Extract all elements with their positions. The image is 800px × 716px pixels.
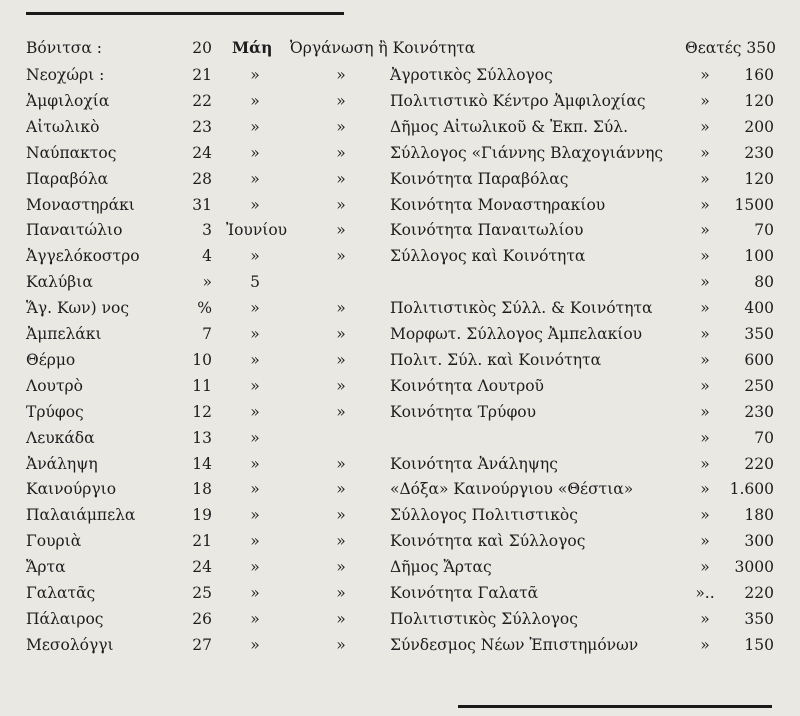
count-ditto-cell: » (700, 221, 710, 240)
spectators-cell: 220 (744, 584, 774, 602)
day-cell: 26 (192, 609, 212, 628)
organization-cell: Κοινότητα Λουτροῦ (390, 376, 544, 395)
ditto-cell: » (336, 609, 346, 628)
bottom-rule (458, 705, 772, 708)
day-cell: 18 (192, 480, 212, 499)
organization-cell: Πολιτιστικὸς Σύλλογος (390, 609, 578, 628)
day-cell: 23 (192, 117, 212, 136)
ditto-cell: » (336, 169, 346, 188)
day-cell: 24 (192, 143, 212, 162)
count-ditto-cell: » (700, 143, 710, 162)
place-cell: Γαλατᾶς (26, 584, 96, 602)
month-cell: » (250, 91, 260, 110)
table-row (0, 451, 800, 477)
day-cell: 4 (202, 247, 212, 266)
place-cell: Παραβόλα (26, 169, 109, 188)
month-cell: » (250, 609, 260, 628)
table-row (0, 321, 800, 347)
organization-cell: Κοινότητα Ἀνάληψης (390, 454, 558, 473)
spectators-cell: 230 (744, 143, 774, 162)
count-ditto-cell: » (700, 66, 710, 84)
table-row (0, 399, 800, 425)
day-cell: 21 (192, 532, 212, 551)
place-cell: Μεσολόγγι (26, 635, 114, 654)
day-cell: 3 (202, 221, 212, 240)
month-cell: » (250, 480, 260, 499)
count-ditto-cell: » (700, 609, 710, 628)
spectators-cell: 300 (744, 532, 774, 551)
day-cell: 12 (192, 402, 212, 421)
place-cell: Πάλαιρος (26, 609, 104, 628)
table-row (0, 554, 800, 580)
organization-cell: Κοινότητα Παναιτωλίου (390, 221, 584, 240)
spectators-cell: 220 (744, 454, 774, 473)
table-row (0, 632, 800, 658)
place-cell: Ἀγγελόκοστρο (26, 247, 140, 266)
count-ditto-cell: ».. (695, 584, 715, 602)
table-row (0, 347, 800, 373)
place-cell: Λουτρὸ (26, 376, 83, 395)
ditto-cell: » (336, 558, 346, 577)
count-ditto-cell: » (700, 247, 710, 266)
month-cell: » (250, 299, 260, 318)
header-month: Μάη (232, 38, 273, 57)
ditto-cell: » (336, 376, 346, 395)
table-row (0, 217, 800, 243)
header-row (0, 35, 800, 61)
spectators-cell: 400 (744, 299, 774, 318)
ditto-cell: » (336, 506, 346, 525)
ditto-cell: » (336, 247, 346, 266)
table-row (0, 140, 800, 166)
count-ditto-cell: » (700, 91, 710, 110)
organization-cell: Κοινότητα Τρύφου (390, 402, 537, 421)
place-cell: Ἄρτα (26, 558, 66, 577)
header-column-title: Ὀργάνωση ἢ Κοινότητα (290, 39, 476, 57)
place-cell: Μοναστηράκι (26, 195, 135, 214)
spectators-cell: 120 (744, 91, 774, 110)
month-cell: » (250, 143, 260, 162)
table-row (0, 114, 800, 140)
organization-cell: Κοινότητα Μοναστηρακίου (390, 195, 606, 214)
header-count-label: Θεατές 350 (684, 39, 776, 57)
spectators-cell: 230 (744, 402, 774, 421)
count-ditto-cell: » (700, 635, 710, 654)
spectators-cell: 250 (744, 376, 774, 395)
spectators-cell: 80 (754, 273, 774, 292)
day-cell: 27 (192, 635, 212, 654)
spectators-cell: 100 (744, 247, 774, 266)
organization-cell: Δῆμος Ἄρτας (390, 558, 492, 577)
ditto-cell: » (336, 350, 346, 369)
count-ditto-cell: » (700, 480, 710, 499)
spectators-cell: 350 (744, 609, 774, 628)
count-ditto-cell: » (700, 376, 710, 395)
place-cell: Καινούργιο (26, 480, 117, 499)
day-cell: 10 (192, 350, 212, 369)
day-cell: 25 (192, 584, 212, 602)
table-row (0, 166, 800, 192)
count-ditto-cell: » (700, 454, 710, 473)
organization-cell: Πολιτ. Σύλ. καὶ Κοινότητα (390, 350, 602, 369)
month-cell: » (250, 376, 260, 395)
spectators-cell: 350 (744, 325, 774, 343)
day-cell: % (197, 299, 212, 318)
day-cell: 21 (192, 66, 212, 84)
day-cell: 11 (192, 376, 212, 395)
table-row (0, 425, 800, 451)
table-row (0, 295, 800, 321)
spectators-cell: 180 (744, 506, 774, 525)
month-cell: » (250, 350, 260, 369)
organization-cell: Σύνδεσμος Νέων Ἐπιστημόνων (390, 635, 639, 654)
day-cell: 24 (192, 558, 212, 577)
place-cell: Ναύπακτος (26, 143, 117, 162)
month-cell: 5 (250, 273, 260, 292)
day-cell: 28 (192, 169, 212, 188)
ditto-cell: » (336, 584, 346, 602)
table-row (0, 192, 800, 218)
ditto-cell: » (336, 480, 346, 499)
spectators-cell: 1.600 (729, 480, 774, 499)
table-row (0, 269, 800, 295)
place-cell: Παλαιάμπελα (26, 506, 136, 525)
organization-cell: Πολιτιστικὸ Κέντρο Ἀμφιλοχίας (390, 91, 646, 110)
month-cell: » (250, 454, 260, 473)
month-cell: » (250, 506, 260, 525)
place-cell: Λευκάδα (26, 428, 95, 447)
table-row (0, 502, 800, 528)
month-cell: » (250, 66, 260, 84)
month-cell: » (250, 532, 260, 551)
count-ditto-cell: » (700, 325, 710, 343)
ditto-cell: » (336, 325, 346, 343)
count-ditto-cell: » (700, 117, 710, 136)
spectators-cell: 70 (754, 428, 774, 447)
spectators-cell: 1500 (734, 195, 774, 214)
count-ditto-cell: » (700, 273, 710, 292)
organization-cell: Κοινότητα καὶ Σύλλογος (390, 532, 586, 551)
ditto-cell: » (336, 143, 346, 162)
day-cell: 31 (192, 195, 212, 214)
organization-cell: «Δόξα» Καινούργιου «Θέστια» (390, 480, 634, 499)
table-row (0, 88, 800, 114)
month-cell: » (250, 584, 260, 602)
ditto-cell: » (336, 195, 346, 214)
place-cell: Θέρμο (26, 350, 76, 369)
organization-cell: Μορφωτ. Σύλλογος Ἀμπελακίου (390, 325, 643, 343)
day-cell: 7 (202, 325, 212, 343)
month-cell: » (250, 195, 260, 214)
day-cell: 14 (192, 454, 212, 473)
place-cell: Ἀνάληψη (26, 454, 98, 473)
count-ditto-cell: » (700, 299, 710, 318)
ditto-cell: » (336, 454, 346, 473)
organization-cell: Σύλλογος «Γιάννης Βλαχογιάννης (390, 143, 664, 162)
spectators-cell: 150 (744, 635, 774, 654)
table-row (0, 243, 800, 269)
place-cell: Παναιτώλιο (26, 221, 123, 240)
ditto-cell: » (336, 635, 346, 654)
month-cell: » (250, 247, 260, 266)
ditto-cell: » (336, 532, 346, 551)
place-cell: Νεοχώρι : (26, 66, 105, 84)
ditto-cell: » (336, 117, 346, 136)
ditto-cell: » (336, 91, 346, 110)
top-rule (26, 12, 344, 15)
place-cell: Τρύφος (26, 402, 84, 421)
day-cell: 19 (192, 506, 212, 525)
count-ditto-cell: » (700, 428, 710, 447)
count-ditto-cell: » (700, 558, 710, 577)
ditto-cell: » (336, 66, 346, 84)
spectators-cell: 120 (744, 169, 774, 188)
count-ditto-cell: » (700, 532, 710, 551)
month-cell: » (250, 325, 260, 343)
table-row (0, 62, 800, 88)
organization-cell: Κοινότητα Γαλατᾶ (390, 584, 539, 602)
place-cell: Γουριὰ (26, 532, 82, 551)
table-row (0, 606, 800, 632)
header-place: Βόνιτσα : (26, 39, 102, 57)
month-cell: » (250, 402, 260, 421)
place-cell: Ἀμπελάκι (26, 325, 102, 343)
table-row (0, 373, 800, 399)
count-ditto-cell: » (700, 195, 710, 214)
table-row (0, 528, 800, 554)
header-day: 20 (192, 39, 212, 57)
ditto-cell: » (336, 402, 346, 421)
spectators-cell: 70 (754, 221, 774, 240)
ditto-cell: » (336, 221, 346, 240)
count-ditto-cell: » (700, 402, 710, 421)
organization-cell: Κοινότητα Παραβόλας (390, 169, 569, 188)
spectators-cell: 160 (744, 66, 774, 84)
table-row (0, 580, 800, 606)
place-cell: Ἅγ. Κων) νος (26, 299, 129, 318)
day-cell: » (202, 273, 212, 292)
month-cell: » (250, 117, 260, 136)
month-cell: » (250, 635, 260, 654)
month-cell: » (250, 169, 260, 188)
place-cell: Αἰτωλικὸ (26, 117, 100, 136)
month-cell: » (250, 428, 260, 447)
day-cell: 22 (192, 91, 212, 110)
count-ditto-cell: » (700, 350, 710, 369)
spectators-cell: 600 (744, 350, 774, 369)
month-cell: » (250, 558, 260, 577)
organization-cell: Ἀγροτικὸς Σύλλογος (390, 66, 553, 84)
organization-cell: Σύλλογος καὶ Κοινότητα (390, 247, 586, 266)
place-cell: Καλύβια (26, 273, 93, 292)
organization-cell: Δῆμος Αἰτωλικοῦ & Ἐκπ. Σύλ. (390, 117, 629, 136)
place-cell: Ἀμφιλοχία (26, 91, 110, 110)
spectators-cell: 3000 (734, 558, 774, 577)
count-ditto-cell: » (700, 506, 710, 525)
table-row (0, 476, 800, 502)
day-cell: 13 (192, 428, 212, 447)
organization-cell: Πολιτιστικὸς Σύλλ. & Κοινότητα (390, 299, 653, 318)
organization-cell: Σύλλογος Πολιτιστικὸς (390, 506, 578, 525)
spectators-cell: 200 (744, 117, 774, 136)
count-ditto-cell: » (700, 169, 710, 188)
ditto-cell: » (336, 299, 346, 318)
month-cell: Ἰουνίου (226, 221, 288, 240)
